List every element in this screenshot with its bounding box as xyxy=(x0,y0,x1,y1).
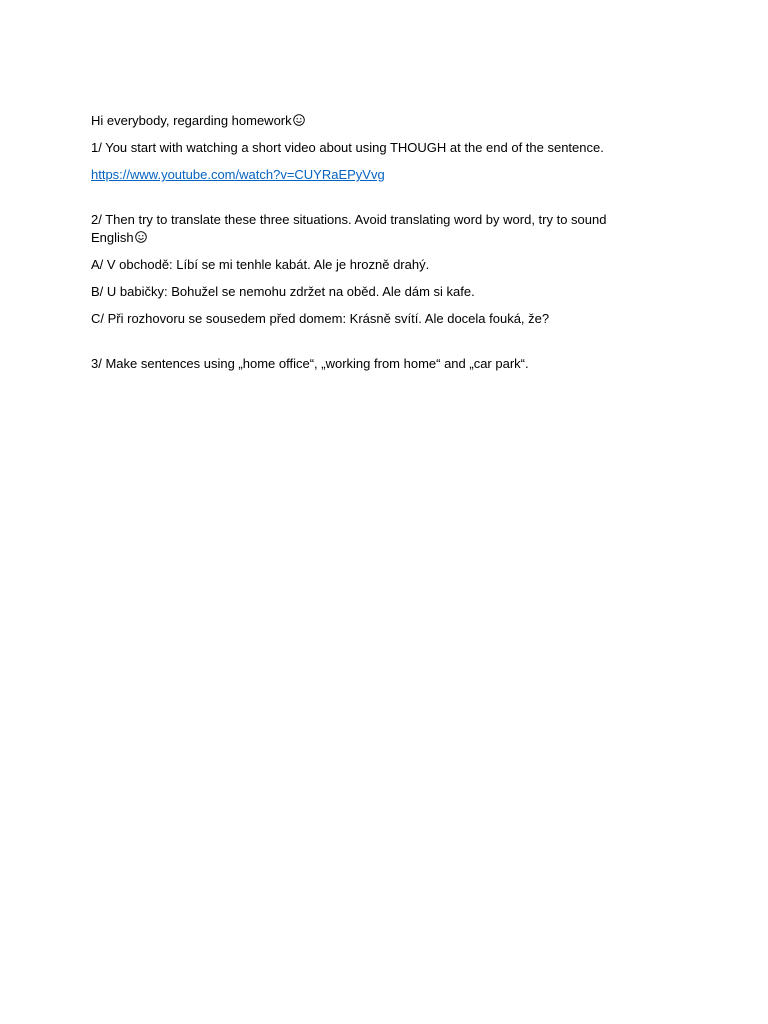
situation-c-paragraph: C/ Při rozhovoru se sousedem před domem: Krásně svítí. Ale docela fouká, že? xyxy=(91,311,550,326)
greeting-text: Hi everybody, regarding homework xyxy=(91,113,292,128)
video-link-paragraph xyxy=(91,166,631,184)
step1-paragraph: 1/ You start with watching a short video about using THOUGH at the end of the sentence. xyxy=(91,140,604,155)
smiley-icon xyxy=(293,114,305,126)
situation-b-paragraph: B/ U babičky: Bohužel se nemohu zdržet na oběd. Ale dám si kafe. xyxy=(91,284,475,299)
greeting-paragraph xyxy=(91,112,631,130)
document-body xyxy=(91,112,631,382)
step3-paragraph: 3/ Make sentences using „home office“, „working from home“ and „car park“. xyxy=(91,356,529,371)
empty-line xyxy=(91,193,631,211)
situation-a-paragraph: A/ V obchodě: Líbí se mi tenhle kabát. Ale je hrozně drahý. xyxy=(91,257,430,272)
step2-text-line2: English xyxy=(91,230,134,245)
smiley-icon xyxy=(135,231,147,243)
step2-paragraph xyxy=(91,211,631,247)
video-link[interactable]: https://www.youtube.com/watch?v=CUYRaEPyVvg xyxy=(91,167,385,182)
step2-text-line1: 2/ Then try to translate these three situations. Avoid translating word by word, try to sound xyxy=(91,212,607,227)
empty-line xyxy=(91,337,631,355)
